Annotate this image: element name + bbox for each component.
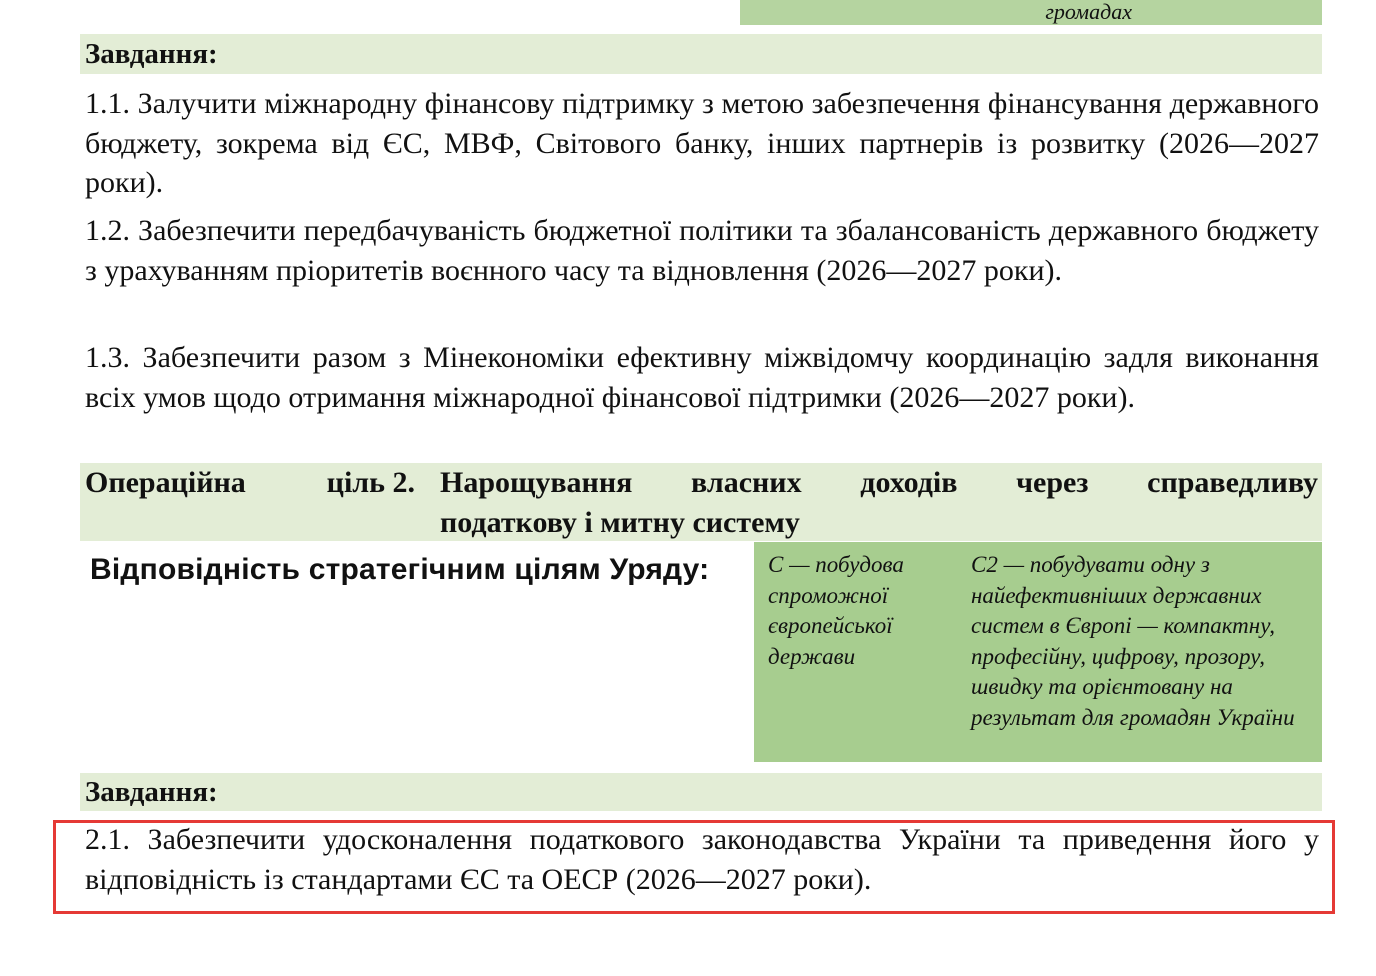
operational-goal-label-number: ціль 2. <box>326 466 415 499</box>
previous-cell-text: громадах <box>1045 0 1132 24</box>
strategic-goal-c: С — побудова спроможної європейської держави <box>768 552 904 669</box>
compliance-label: Відповідність стратегічним цілям Уряду: <box>90 553 710 586</box>
tasks-heading-2: Завдання: <box>80 773 1322 811</box>
tasks-heading-1: Завдання: <box>80 34 1322 74</box>
operational-goal-title <box>440 463 1318 543</box>
highlight-frame <box>53 820 1335 914</box>
operational-goal-label-word: Операційна <box>85 466 246 499</box>
operational-goal-title-line-1: Нарощування власних доходів через справедливу <box>440 466 1318 499</box>
task-1-1: 1.1. Залучити міжнародну фінансову підтримку з метою забезпечення фінансування державного бюджету, зокрема від ЄС, МВФ, Світового банку, інших партнерів із розвитку (2026—2027 роки). <box>85 87 1319 199</box>
task-1-2: 1.2. Забезпечити передбачуваність бюджетної політики та збалансованість державного бюджету з урахуванням пріоритетів воєнного часу та відновлення (2026—2027 роки). <box>85 214 1319 287</box>
task-1-3: 1.3. Забезпечити разом з Мінекономіки ефективну міжвідомчу координацію задля виконання всіх умов щодо отримання міжнародної фінансової підтримки (2026—2027 роки). <box>85 341 1319 414</box>
operational-goal-label <box>85 463 415 503</box>
previous-table-cell <box>740 0 1322 25</box>
operational-goal-title-line-2: податкову і митну систему <box>440 506 800 539</box>
task-2-1: 2.1. Забезпечити удосконалення податкового законодавства України та приведення його у відповідність із стандартами ЄС та ОЕСР (2026—2027 роки). <box>85 823 1319 896</box>
strategic-goal-c2: С2 — побудувати одну з найефективніших державних систем в Європі — компактну, професійну, цифрову, прозору, швидку та орієнтовану на результат для громадян України <box>971 552 1295 730</box>
